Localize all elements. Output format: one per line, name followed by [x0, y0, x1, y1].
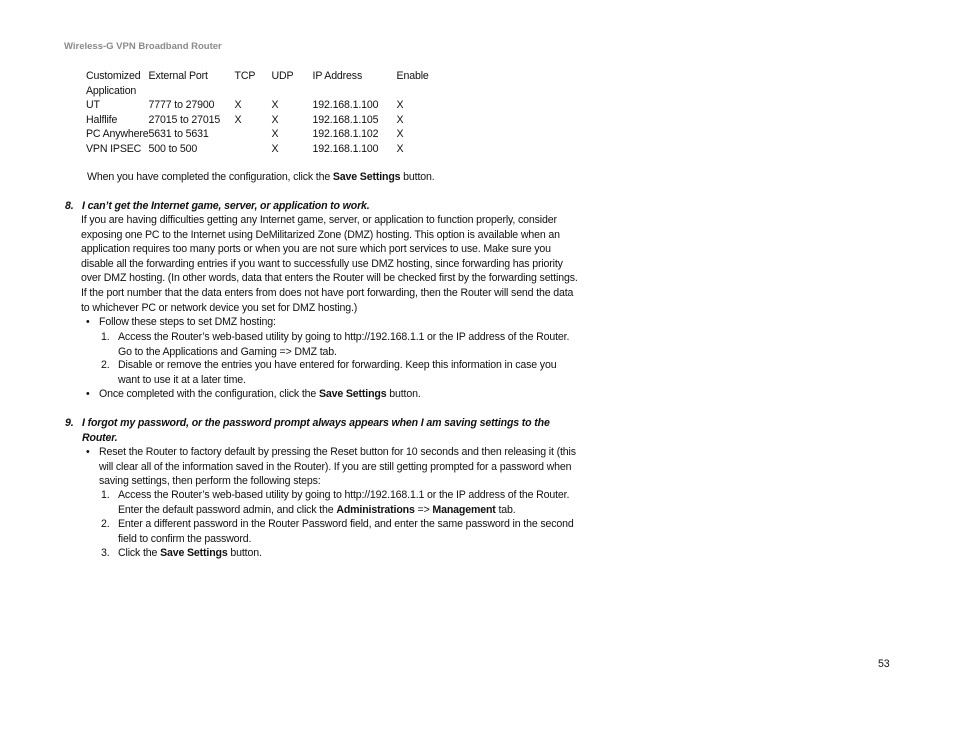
table-cell: X	[271, 128, 279, 141]
table-cell: X	[271, 113, 279, 126]
question-title: I forgot my password, or the password prompt always appears when I am saving settings to the Router.	[82, 417, 550, 444]
running-header: Wireless-G VPN Broadband Router	[64, 41, 222, 52]
question-8-paragraph	[81, 213, 578, 315]
table-row	[86, 142, 437, 157]
table-row	[86, 127, 437, 142]
table-cell: X	[396, 142, 404, 155]
paragraph-line: over DMZ hosting. (In other words, data that enters the Router will be checked first by the forwarding settings.	[81, 272, 578, 285]
table-cell: X	[271, 142, 279, 155]
table-cell: X	[234, 99, 242, 112]
paragraph-line: to whichever PC or network device you set for DMZ hosting.)	[81, 301, 358, 314]
question-title: I can’t get the Internet game, server, or application to work.	[82, 200, 370, 212]
question-number: 9.	[65, 417, 74, 429]
table-cell: 27015 to 27015	[148, 113, 221, 126]
table-cell: Halflife	[86, 113, 118, 126]
table-cell: 192.168.1.100	[312, 99, 379, 112]
table-cell: X	[271, 99, 279, 112]
step-number: 3.	[101, 547, 110, 559]
step-number: 1.	[101, 331, 110, 343]
table-cell: UT	[86, 99, 100, 112]
table-cell: 192.168.1.105	[312, 113, 379, 126]
bullet-icon: •	[86, 446, 90, 458]
table-row	[86, 113, 437, 128]
paragraph-line: exposing one PC to the Internet using DeMilitarized Zone (DMZ) hosting. This option is available when an	[81, 228, 560, 241]
step-text: Access the Router’s web-based utility by going to http://192.168.1.1 or the IP address of the Router. Enter the default password admin, and click the Administrations => Management tab.	[118, 489, 570, 516]
step-number: 1.	[101, 489, 110, 501]
table-cell: 500 to 500	[148, 142, 198, 155]
bullet-text: Reset the Router to factory default by pressing the Reset button for 10 seconds and then releasing it (this will clear all of the information saved in the Router). If you are still getting prompted for a password when saving settings, then perform the following steps:	[99, 446, 576, 488]
question-number: 8.	[65, 200, 74, 212]
table-header-cell: Enable	[396, 70, 429, 82]
table-header-cell: IP Address	[312, 70, 363, 82]
table-header-cell	[86, 69, 149, 84]
paragraph-line: If you are having difficulties getting any Internet game, server, or application to function properly, consider	[81, 214, 557, 226]
table-cell: 192.168.1.102	[312, 128, 379, 141]
table-cell	[235, 127, 272, 142]
step-text: Access the Router’s web-based utility by going to http://192.168.1.1 or the IP address of the Router. Go to the Applications and Gaming => DMZ tab.	[118, 331, 570, 358]
table-cell: PC Anywhere	[86, 128, 149, 141]
table-header-row-cont	[86, 84, 437, 99]
table-row	[86, 98, 437, 113]
port-forwarding-table	[86, 69, 437, 157]
step-number: 2.	[101, 518, 110, 530]
table-cell: VPN IPSEC	[86, 142, 142, 155]
bullet-text: Follow these steps to set DMZ hosting:	[99, 316, 276, 328]
bullet-text: Once completed with the configuration, click the Save Settings button.	[99, 388, 421, 400]
table-cell: 7777 to 27900	[148, 99, 215, 112]
save-settings-label: Save Settings	[332, 171, 401, 183]
table-header-cell: Application	[86, 84, 137, 97]
table-header-cell: External Port	[148, 70, 208, 82]
step-text: Disable or remove the entries you have entered for forwarding. Keep this information in case you want to use it at a later time.	[118, 359, 557, 386]
completion-note: When you have completed the configuration, click the Save Settings button.	[87, 171, 435, 183]
paragraph-line: If the port number that the data enters from does not have port forwarding, then the Router will send the data	[81, 286, 574, 299]
header-app-line1: Customized	[86, 70, 141, 82]
table-cell: X	[396, 99, 404, 112]
step-number: 2.	[101, 359, 110, 371]
step-text: Enter a different password in the Router Password field, and enter the same password in the second field to confirm the password.	[118, 518, 574, 545]
table-cell: X	[396, 128, 404, 141]
paragraph-line: application requires too many ports or when you are not sure which port services to use. Make sure you	[81, 243, 551, 256]
table-header-cell: TCP	[234, 70, 256, 82]
step-text: Click the Save Settings button.	[118, 547, 262, 559]
table-cell: X	[234, 113, 242, 126]
table-cell: X	[396, 113, 404, 126]
table-header-row	[86, 69, 437, 84]
table-cell	[235, 142, 272, 157]
table-header-cell: UDP	[271, 70, 294, 82]
paragraph-line: disable all the forwarding entries if you want to successfully use DMZ hosting, since forwarding has priority	[81, 257, 563, 270]
bullet-icon: •	[86, 388, 90, 400]
page-number: 53	[878, 658, 890, 670]
bullet-icon: •	[86, 316, 90, 328]
table-cell: 192.168.1.100	[312, 142, 379, 155]
table-cell: 5631 to 5631	[148, 128, 209, 141]
